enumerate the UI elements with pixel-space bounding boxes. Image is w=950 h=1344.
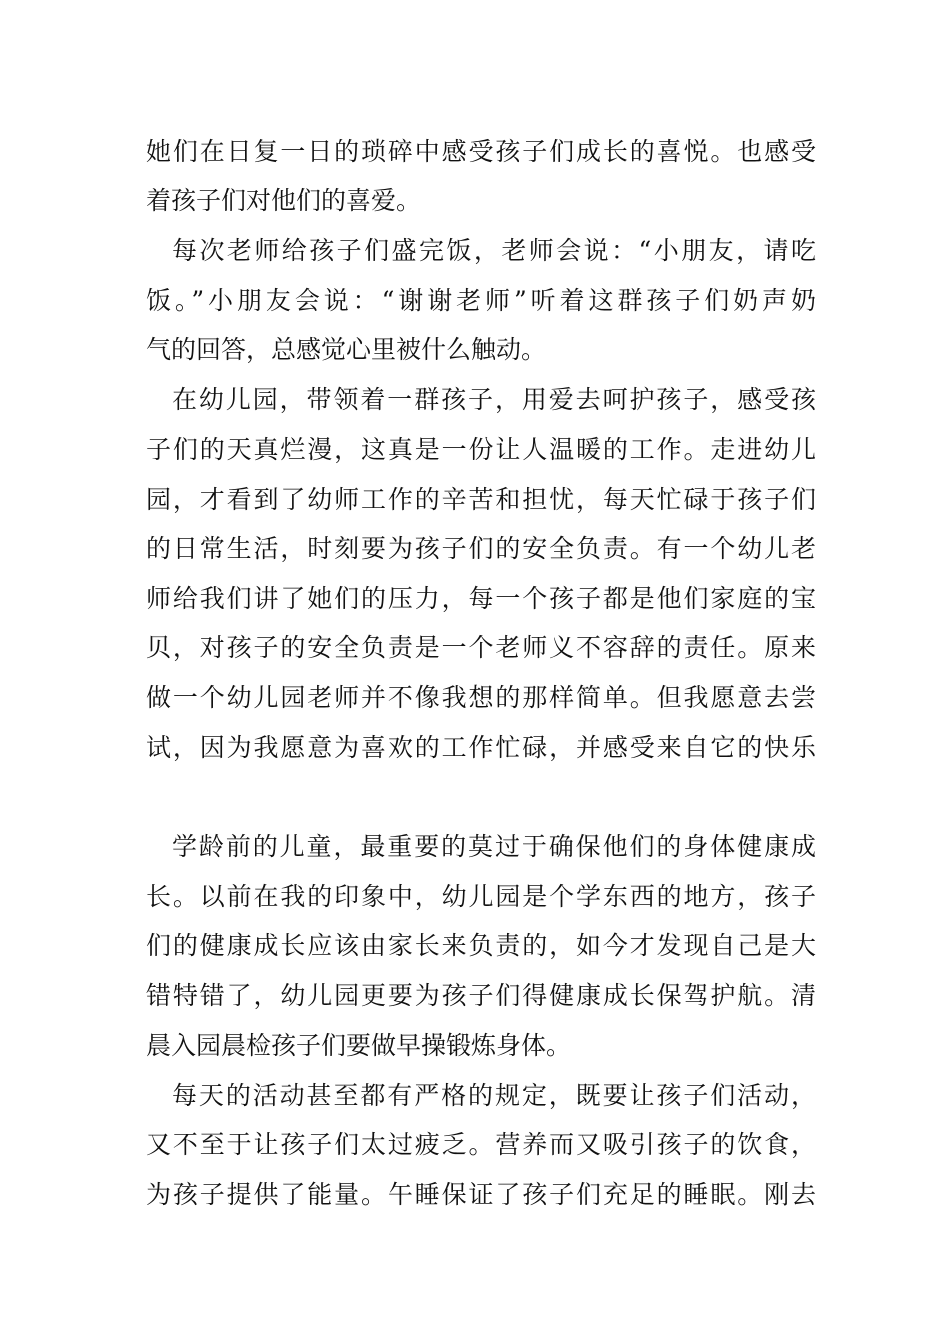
text-line: 着孩子们对他们的喜爱。 [146, 186, 422, 215]
text-line: 为孩子提供了能量。午睡保证了孩子们充足的睡眠。刚去 [146, 1180, 816, 1209]
paragraph-first-line: 在幼儿园，带领着一群孩子，用爱去呵护孩子，感受孩 [172, 385, 816, 414]
text-line: 长。以前在我的印象中，幼儿园是个学东西的地方，孩子 [146, 882, 816, 911]
text-line: 试，因为我愿意为喜欢的工作忙碌，并感受来自它的快乐 [146, 733, 816, 762]
text-line: 气的回答，总感觉心里被什么触动。 [146, 335, 547, 364]
text-line: 的日常生活，时刻要为孩子们的安全负责。有一个幼儿老 [146, 534, 816, 563]
text-line: 做一个幼儿园老师并不像我想的那样简单。但我愿意去尝 [146, 683, 816, 712]
paragraph-first-line: 学龄前的儿童，最重要的莫过于确保他们的身体健康成 [172, 832, 816, 861]
text-line: 师给我们讲了她们的压力，每一个孩子都是他们家庭的宝 [146, 584, 816, 613]
text-line: 她们在日复一日的琐碎中感受孩子们成长的喜悦。也感受 [146, 137, 816, 166]
text-line: 园，才看到了幼师工作的辛苦和担忧，每天忙碌于孩子们 [146, 485, 816, 514]
text-line: 又不至于让孩子们太过疲乏。营养而又吸引孩子的饮食， [146, 1130, 816, 1159]
text-line: 子们的天真烂漫，这真是一份让人温暖的工作。走进幼儿 [146, 435, 816, 464]
paragraph-first-line: 每次老师给孩子们盛完饭，老师会说：“小朋友，请吃 [172, 236, 816, 265]
text-line: 晨入园晨检孩子们要做早操锻炼身体。 [146, 1031, 572, 1060]
text-line: 错特错了，幼儿园更要为孩子们得健康成长保驾护航。清 [146, 981, 816, 1010]
paragraph-first-line: 每天的活动甚至都有严格的规定，既要让孩子们活动， [172, 1081, 816, 1110]
text-line: 饭。”小朋友会说：“谢谢老师”听着这群孩子们奶声奶 [146, 286, 816, 315]
text-line: 贝，对孩子的安全负责是一个老师义不容辞的责任。原来 [146, 633, 816, 662]
text-line: 们的健康成长应该由家长来负责的，如今才发现自己是大 [146, 931, 816, 960]
